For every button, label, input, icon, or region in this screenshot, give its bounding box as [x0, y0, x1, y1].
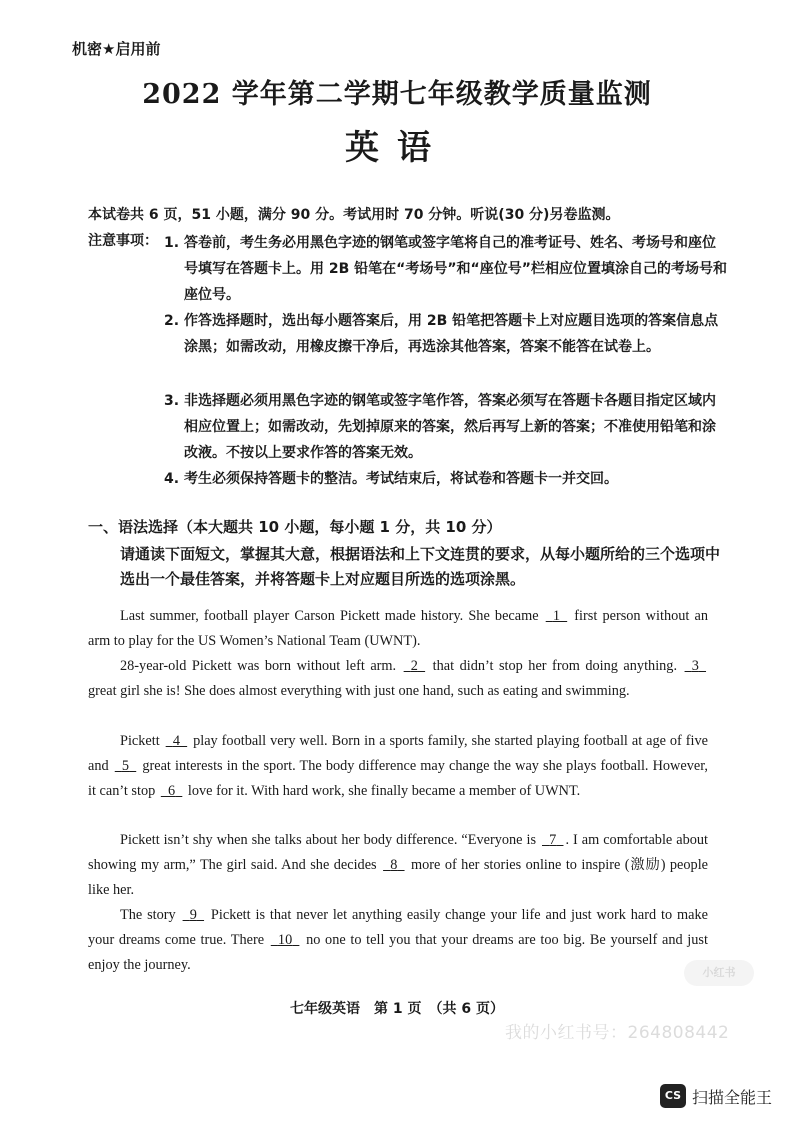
passage-text: great girl she is! She does almost everything with just one hand, such as eating and swimming.	[88, 683, 630, 699]
notes-label: 注意事项：	[88, 233, 158, 249]
passage-text: love for it. With hard work, she finally became a member of UWNT.	[187, 783, 581, 799]
answer-blank: 7	[549, 832, 557, 848]
note-item	[164, 308, 729, 360]
note-number: 3.	[164, 393, 180, 409]
passage-text: Pickett isn’t shy when she talks about her body difference. “Everyone is	[120, 832, 537, 848]
note-text: 考生必须保持答题卡的整洁。考试结束后，将试卷和答题卡一并交回。	[184, 471, 618, 487]
note-item	[164, 388, 729, 466]
passage-paragraph-1	[88, 604, 708, 654]
section-instruction: 请通读下面短文，掌握其大意，根据语法和上下文连贯的要求，从每小题所给的三个选项中选出一个最佳答案，并将答题卡上对应题目所选的选项涂黑。	[120, 545, 721, 588]
watermark-badge: 小红书	[684, 960, 754, 986]
watermark-text: 我的小红书号：264808442	[505, 1023, 730, 1043]
exam-title: 2022 学年第二学期七年级教学质量监测	[142, 79, 652, 110]
answer-blank: 9	[189, 907, 197, 923]
passage-text: more of her stories online to inspire (激励) people like her.	[88, 857, 709, 898]
note-text: 作答选择题时，选出每小题答案后，用 2B 铅笔把答题卡上对应题目选项的答案信息点涂黑；如需改动，用橡皮擦干净后，再选涂其他答案，答案不能答在试卷上。	[184, 313, 719, 355]
answer-blank: 2	[410, 658, 418, 674]
note-text: 答卷前，考生务必用黑色字迹的钢笔或签字笔将自己的准考证号、姓名、考场号和座位号填写在答题卡上。用 2B 铅笔在“考场号”和“座位号”栏相应位置填涂自己的考场号和座位号。	[184, 235, 727, 303]
passage-paragraph-3	[88, 729, 708, 804]
passage-text: Last summer, football player Carson Pickett made history. She became	[120, 608, 539, 624]
note-item	[164, 466, 729, 492]
passage-text: play football very well. Born in a sports family, she started playing football at age of five and	[88, 733, 708, 774]
note-text: 非选择题必须用黑色字迹的钢笔或签字笔作答，答案必须写在答题卡各题目指定区域内相应位置上；如需改动，先划掉原来的答案，然后再写上新的答案；不准使用铅笔和涂改液。不按以上要求作答的答案无效。	[184, 393, 716, 461]
secret-label: 机密★启用前	[72, 40, 161, 58]
note-item	[164, 230, 729, 308]
passage-paragraph-2	[88, 654, 708, 704]
exam-intro: 本试卷共 6 页，51 小题，满分 90 分。考试用时 70 分钟。听说(30 分)另卷监测。	[88, 207, 620, 223]
answer-blank: 1	[552, 608, 561, 624]
answer-blank: 3	[691, 658, 699, 674]
note-number: 1.	[164, 235, 180, 251]
scanner-name: 扫描全能王	[692, 1087, 773, 1107]
passage-text: great interests in the sport. The body difference may change the way she plays football. However, it can’t stop	[88, 758, 708, 799]
passage-text: that didn’t stop her from doing anything.	[432, 658, 678, 674]
passage-text: . I am comfortable about showing my arm,” The girl said. And she decides	[88, 832, 709, 873]
passage-paragraph-5	[88, 903, 708, 978]
answer-blank: 6	[167, 783, 176, 799]
passage-text: no one to tell you that your dreams are too big. Be yourself and just enjoy the journey.	[88, 932, 708, 973]
subject-title: 英语	[345, 128, 449, 168]
section-heading: 一、语法选择（本大题共 10 小题，每小题 1 分，共 10 分）	[88, 518, 502, 536]
note-number: 4.	[164, 471, 180, 487]
answer-blank: 4	[172, 733, 180, 749]
answer-blank: 8	[390, 857, 398, 873]
passage-text: The story	[120, 907, 176, 923]
scanner-brand	[660, 1083, 772, 1109]
passage-text: first person without an arm to play for the US Women’s National Team (UWNT).	[88, 608, 708, 649]
passage-paragraph-4	[88, 828, 708, 903]
passage-text: 28-year-old Pickett was born without left arm.	[120, 658, 397, 674]
answer-blank: 10	[277, 932, 293, 948]
passage-text: Pickett	[120, 733, 160, 749]
scanner-logo-icon: CS	[660, 1084, 686, 1108]
answer-blank: 5	[121, 758, 130, 774]
passage-text: Pickett is that never let anything easily change your life and just work hard to make your dreams come true. There	[88, 907, 708, 948]
page-footer: 七年级英语 第 1 页 （共 6 页）	[290, 1001, 504, 1017]
note-number: 2.	[164, 313, 180, 329]
